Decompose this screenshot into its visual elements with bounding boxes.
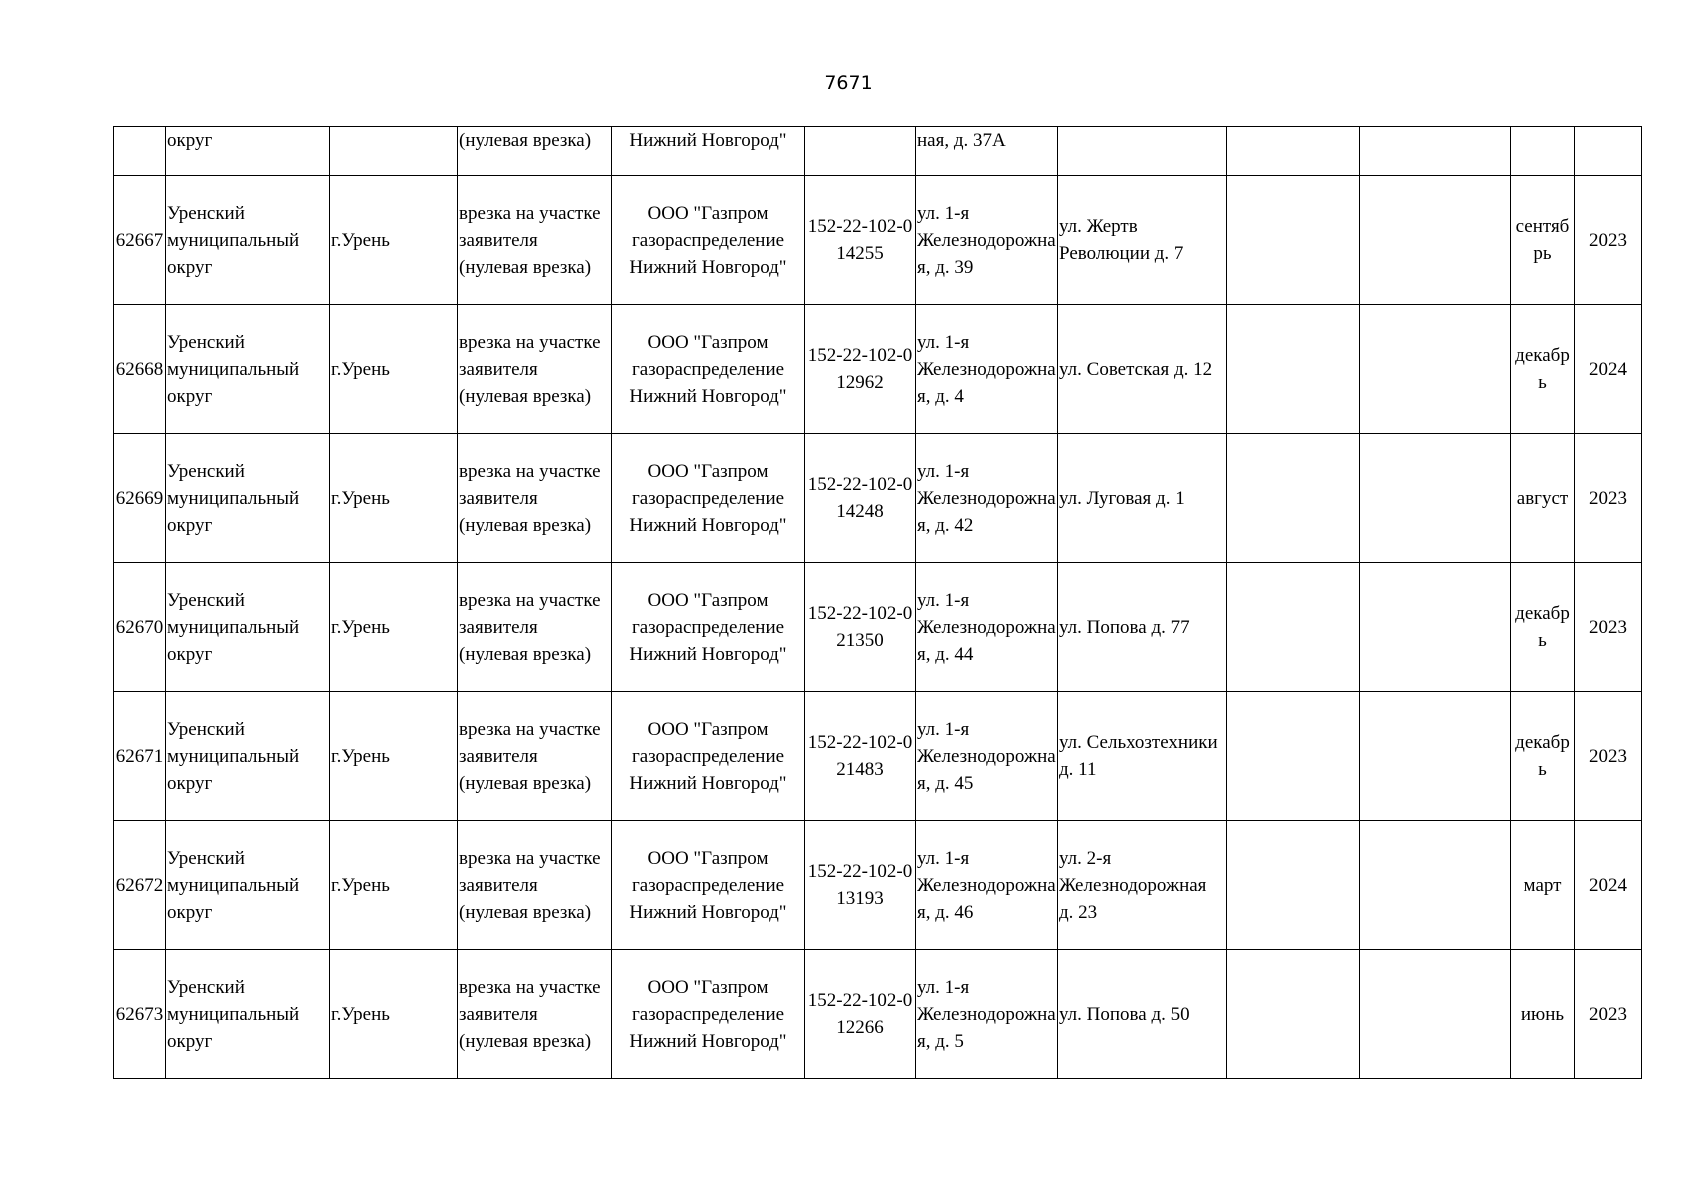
cell-address-from: ул. 1-я Железнодорожная, д. 5 bbox=[916, 950, 1058, 1079]
cell-organization: ООО "Газпром газораспределение Нижний Новгород" bbox=[612, 563, 805, 692]
cell-address-to: ул. Жертв Революции д. 7 bbox=[1058, 176, 1227, 305]
cell-extra-1 bbox=[1227, 950, 1360, 1079]
table-row bbox=[114, 434, 1642, 563]
cell-extra-1 bbox=[1227, 692, 1360, 821]
cell-connection-type: врезка на участке заявителя (нулевая врезка) bbox=[458, 563, 612, 692]
cell-address-from: ул. 1-я Железнодорожная, д. 46 bbox=[916, 821, 1058, 950]
table-row bbox=[114, 821, 1642, 950]
cell-address-to: ул. Советская д. 12 bbox=[1058, 305, 1227, 434]
cell-number: 62673 bbox=[114, 950, 166, 1079]
cell-address-to bbox=[1058, 127, 1227, 176]
cell-district: Уренский муниципальный округ bbox=[166, 176, 330, 305]
cell-address-from: ул. 1-я Железнодорожная, д. 4 bbox=[916, 305, 1058, 434]
cell-address-from: ул. 1-я Железнодорожная, д. 42 bbox=[916, 434, 1058, 563]
cell-year: 2023 bbox=[1575, 434, 1642, 563]
cell-extra-2 bbox=[1360, 692, 1511, 821]
cell-connection-type: (нулевая врезка) bbox=[458, 127, 612, 176]
cell-extra-2 bbox=[1360, 127, 1511, 176]
table-row bbox=[114, 950, 1642, 1079]
cell-number bbox=[114, 127, 166, 176]
cell-city bbox=[330, 127, 458, 176]
cell-code: 152-22-102-021483 bbox=[805, 692, 916, 821]
cell-extra-2 bbox=[1360, 176, 1511, 305]
cell-organization: ООО "Газпром газораспределение Нижний Новгород" bbox=[612, 176, 805, 305]
cell-connection-type: врезка на участке заявителя (нулевая врезка) bbox=[458, 950, 612, 1079]
cell-month: декабрь bbox=[1511, 692, 1575, 821]
table-body bbox=[114, 127, 1642, 1079]
cell-number: 62671 bbox=[114, 692, 166, 821]
cell-city: г.Урень bbox=[330, 434, 458, 563]
cell-city: г.Урень bbox=[330, 305, 458, 434]
cell-extra-2 bbox=[1360, 563, 1511, 692]
cell-district: Уренский муниципальный округ bbox=[166, 563, 330, 692]
cell-organization: ООО "Газпром газораспределение Нижний Новгород" bbox=[612, 821, 805, 950]
cell-city: г.Урень bbox=[330, 950, 458, 1079]
cell-organization: ООО "Газпром газораспределение Нижний Новгород" bbox=[612, 305, 805, 434]
cell-connection-type: врезка на участке заявителя (нулевая врезка) bbox=[458, 821, 612, 950]
cell-extra-1 bbox=[1227, 434, 1360, 563]
cell-year: 2023 bbox=[1575, 563, 1642, 692]
cell-address-to: ул. Сельхозтехники д. 11 bbox=[1058, 692, 1227, 821]
cell-code bbox=[805, 127, 916, 176]
cell-city: г.Урень bbox=[330, 692, 458, 821]
table-row bbox=[114, 563, 1642, 692]
cell-extra-1 bbox=[1227, 563, 1360, 692]
page-number: 7671 bbox=[824, 72, 873, 94]
cell-year: 2024 bbox=[1575, 305, 1642, 434]
cell-extra-1 bbox=[1227, 127, 1360, 176]
cell-year: 2023 bbox=[1575, 176, 1642, 305]
cell-month: август bbox=[1511, 434, 1575, 563]
table-row bbox=[114, 176, 1642, 305]
cell-organization: ООО "Газпром газораспределение Нижний Новгород" bbox=[612, 950, 805, 1079]
cell-district: Уренский муниципальный округ bbox=[166, 821, 330, 950]
cell-city: г.Урень bbox=[330, 176, 458, 305]
cell-address-to: ул. Луговая д. 1 bbox=[1058, 434, 1227, 563]
cell-connection-type: врезка на участке заявителя (нулевая врезка) bbox=[458, 692, 612, 821]
cell-extra-1 bbox=[1227, 305, 1360, 434]
cell-year bbox=[1575, 127, 1642, 176]
cell-address-to: ул. Попова д. 50 bbox=[1058, 950, 1227, 1079]
cell-address-from: ная, д. 37А bbox=[916, 127, 1058, 176]
table-row bbox=[114, 692, 1642, 821]
cell-connection-type: врезка на участке заявителя (нулевая врезка) bbox=[458, 434, 612, 563]
cell-district: Уренский муниципальный округ bbox=[166, 305, 330, 434]
cell-organization: ООО "Газпром газораспределение Нижний Новгород" bbox=[612, 434, 805, 563]
cell-extra-2 bbox=[1360, 434, 1511, 563]
cell-month: июнь bbox=[1511, 950, 1575, 1079]
cell-address-from: ул. 1-я Железнодорожная, д. 44 bbox=[916, 563, 1058, 692]
cell-district: Уренский муниципальный округ bbox=[166, 950, 330, 1079]
cell-code: 152-22-102-012266 bbox=[805, 950, 916, 1079]
cell-organization: ООО "Газпром газораспределение Нижний Новгород" bbox=[612, 692, 805, 821]
cell-month bbox=[1511, 127, 1575, 176]
cell-connection-type: врезка на участке заявителя (нулевая врезка) bbox=[458, 305, 612, 434]
cell-number: 62668 bbox=[114, 305, 166, 434]
cell-district: округ bbox=[166, 127, 330, 176]
cell-month: декабрь bbox=[1511, 563, 1575, 692]
cell-code: 152-22-102-021350 bbox=[805, 563, 916, 692]
cell-extra-1 bbox=[1227, 176, 1360, 305]
cell-number: 62670 bbox=[114, 563, 166, 692]
cell-address-from: ул. 1-я Железнодорожная, д. 39 bbox=[916, 176, 1058, 305]
cell-extra-2 bbox=[1360, 950, 1511, 1079]
table-row bbox=[114, 305, 1642, 434]
cell-number: 62667 bbox=[114, 176, 166, 305]
cell-address-to: ул. Попова д. 77 bbox=[1058, 563, 1227, 692]
cell-organization: Нижний Новгород" bbox=[612, 127, 805, 176]
cell-year: 2023 bbox=[1575, 692, 1642, 821]
cell-month: сентябрь bbox=[1511, 176, 1575, 305]
cell-district: Уренский муниципальный округ bbox=[166, 434, 330, 563]
cell-district: Уренский муниципальный округ bbox=[166, 692, 330, 821]
table-row-continued bbox=[114, 127, 1642, 176]
cell-code: 152-22-102-013193 bbox=[805, 821, 916, 950]
cell-connection-type: врезка на участке заявителя (нулевая врезка) bbox=[458, 176, 612, 305]
cell-address-to: ул. 2-я Железнодорожная д. 23 bbox=[1058, 821, 1227, 950]
cell-number: 62669 bbox=[114, 434, 166, 563]
cell-extra-1 bbox=[1227, 821, 1360, 950]
cell-year: 2023 bbox=[1575, 950, 1642, 1079]
cell-month: декабрь bbox=[1511, 305, 1575, 434]
cell-address-from: ул. 1-я Железнодорожная, д. 45 bbox=[916, 692, 1058, 821]
cell-year: 2024 bbox=[1575, 821, 1642, 950]
cell-code: 152-22-102-012962 bbox=[805, 305, 916, 434]
cell-extra-2 bbox=[1360, 305, 1511, 434]
cell-extra-2 bbox=[1360, 821, 1511, 950]
cell-city: г.Урень bbox=[330, 563, 458, 692]
cell-code: 152-22-102-014255 bbox=[805, 176, 916, 305]
cell-number: 62672 bbox=[114, 821, 166, 950]
cell-month: март bbox=[1511, 821, 1575, 950]
gas-connection-table bbox=[113, 126, 1642, 1079]
cell-code: 152-22-102-014248 bbox=[805, 434, 916, 563]
cell-city: г.Урень bbox=[330, 821, 458, 950]
